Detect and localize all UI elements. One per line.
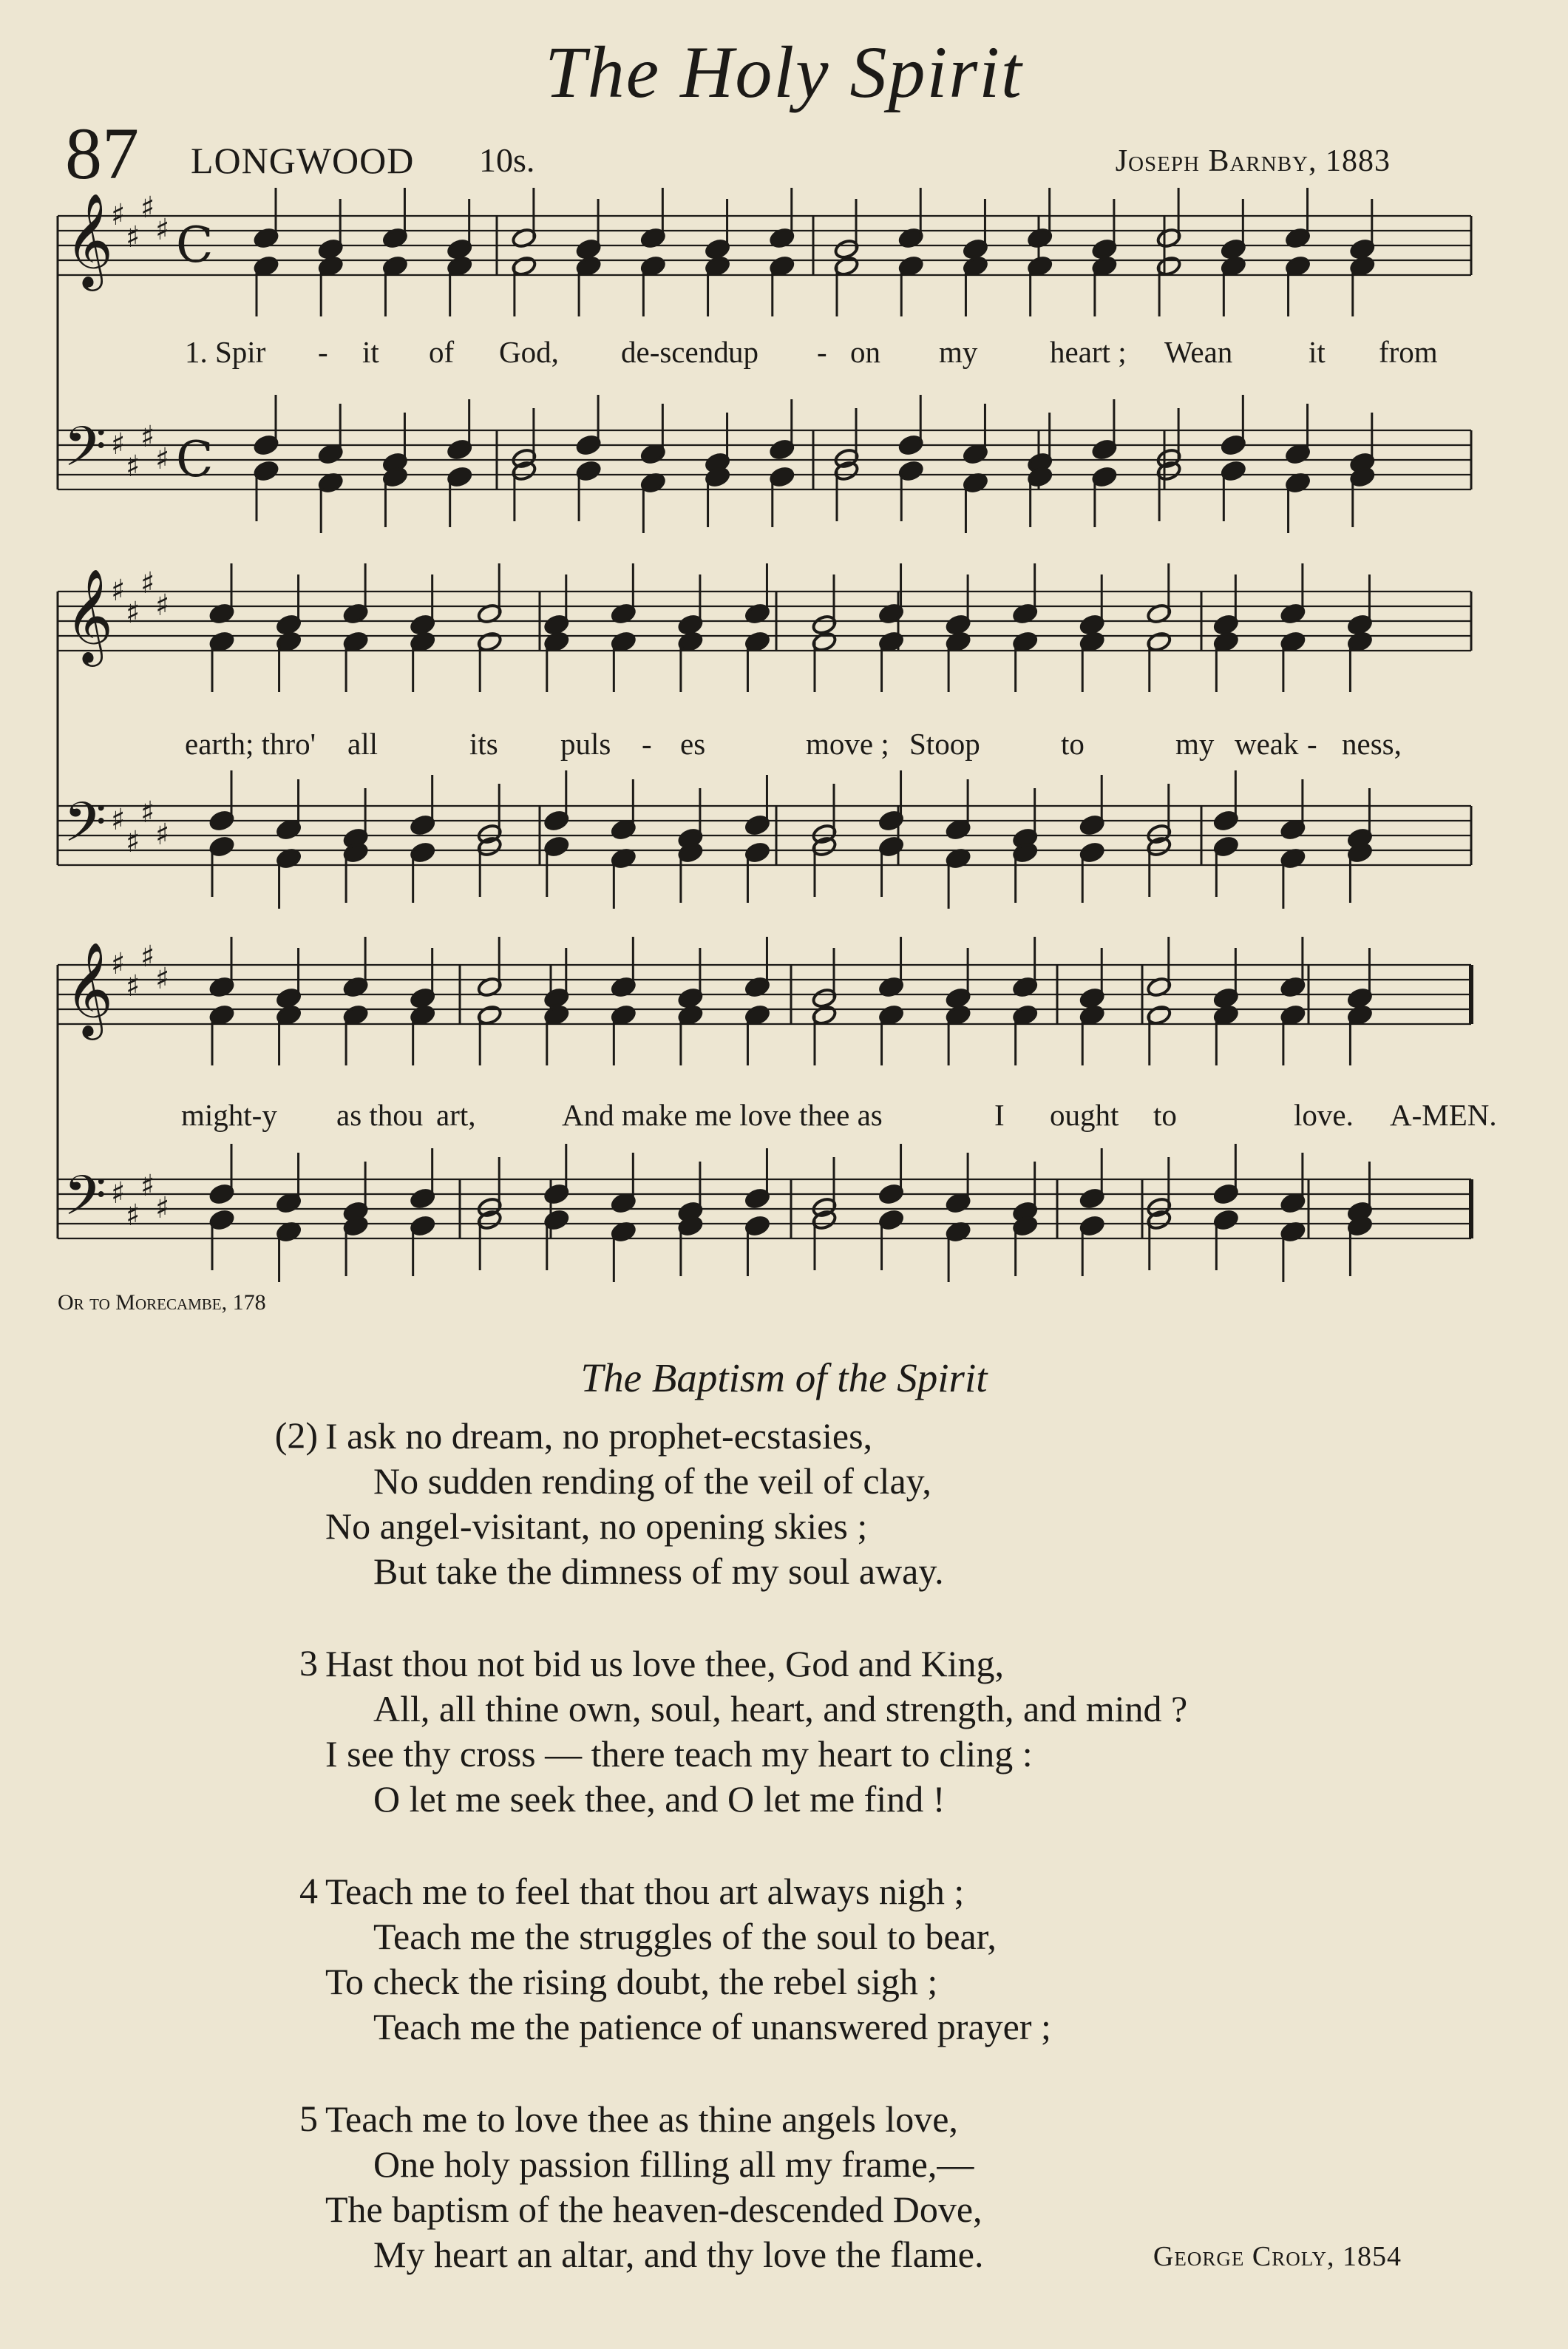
lyric-syllable: might-y [181,1098,277,1132]
verse-line: Teach me the struggles of the soul to bear, [373,1916,997,1957]
lyric-syllable: - [1307,727,1317,761]
lyric-syllable: - [642,727,652,761]
lyric-syllable: A-MEN. [1390,1098,1497,1132]
lyric-syllable: Stoop [909,727,980,761]
lyric-syllable: - [817,335,827,369]
sharp-sign: ♯ [126,596,140,630]
page-title: The Holy Spirit [545,31,1023,113]
lyric-syllable: ought [1050,1098,1119,1132]
lyric-syllable: Wean [1164,335,1233,369]
verse [251,1414,1187,1594]
lyric-syllable: it [1309,335,1326,369]
lyric-syllable: earth; thro' [185,727,316,761]
sharp-sign: ♯ [111,427,126,461]
lyric-syllable: - [318,335,328,369]
lyric-syllable: to [1153,1098,1177,1132]
verse-number: 4 [299,1870,318,1911]
verse-line: No angel-visitant, no opening skies ; [325,1505,868,1547]
lyric-syllable: from [1379,335,1438,369]
lyric-syllable: puls [560,727,611,761]
meter: 10s. [479,141,535,179]
lyric-syllable: my [1175,727,1215,761]
verse-line: Teach me the patience of unanswered prayer ; [373,2006,1051,2047]
lyric-syllable: its [469,727,498,761]
sharp-sign: ♯ [155,962,170,996]
lyric-syllable: as thou [336,1098,424,1132]
verse [251,1869,1187,2050]
lyric-syllable: of [429,335,455,369]
author: George Croly, 1854 [1153,2241,1402,2272]
verse-line: Hast thou not bid us love thee, God and King, [325,1643,1004,1684]
sharp-sign: ♯ [155,213,170,247]
treble-clef: 𝄞 [65,941,114,1036]
verse-line: Teach me to feel that thou art always nigh ; [325,1871,965,1912]
verse-line: O let me seek thee, and O let me find ! [373,1778,946,1820]
lyric-syllable: weak [1235,727,1299,761]
alternative-tune: Or to Morecambe, 178 [58,1290,266,1315]
verse-line: All, all thine own, soul, heart, and strength, and mind ? [373,1688,1188,1729]
verse-line: But take the dimness of my soul away. [373,1550,944,1592]
sharp-sign: ♯ [155,1191,170,1225]
lyric-syllable: God, [499,335,559,369]
tune-name: LONGWOOD [191,140,415,181]
sharp-sign: ♯ [111,198,126,232]
treble-clef: 𝄞 [65,568,114,662]
sharp-sign: ♯ [126,969,140,1003]
verse-line: I see thy cross — there teach my heart to cling : [325,1733,1033,1775]
bass-clef: 𝄢 [64,790,106,868]
verse [251,2097,1187,2277]
sharp-sign: ♯ [155,442,170,476]
lyric-syllable: move ; [806,727,889,761]
time-signature: C [176,217,214,274]
verse-line: No sudden rending of the veil of clay, [373,1460,931,1502]
treble-clef: 𝄞 [65,192,114,287]
bass-clef: 𝄢 [64,1164,106,1241]
sharp-sign: ♯ [111,947,126,981]
verse-line: To check the rising doubt, the rebel sigh ; [325,1961,938,2002]
lyric-syllable: ness, [1342,727,1402,761]
lyric-syllable: to [1061,727,1085,761]
lyric-syllable: And make me love thee as [562,1098,883,1132]
lyric-syllable: art, [436,1098,476,1132]
sharp-sign: ♯ [111,1176,126,1210]
sharp-sign: ♯ [140,940,155,974]
sharp-sign: ♯ [140,566,155,600]
sharp-sign: ♯ [126,450,140,484]
composer: Joseph Barnby, 1883 [1115,144,1391,178]
lyric-syllable: 1. Spir [185,335,266,369]
verse [251,1641,1187,1822]
lyric-syllable: es [680,727,706,761]
verse-line: The baptism of the heaven-descended Dove, [325,2189,982,2230]
verse-line: My heart an altar, and thy love the flame. [373,2234,984,2275]
sharp-sign: ♯ [111,803,126,837]
sharp-sign: ♯ [140,420,155,454]
sharp-sign: ♯ [126,825,140,859]
sharp-sign: ♯ [155,589,170,623]
verse-number: 3 [299,1642,318,1684]
hymn-number: 87 [65,112,139,194]
time-signature: C [176,431,214,488]
verse-number: 5 [299,2098,318,2139]
sharp-sign: ♯ [140,1169,155,1203]
verses [251,1414,1187,2325]
sharp-sign: ♯ [126,220,140,254]
hymn-subtitle: The Baptism of the Spirit [580,1355,988,1400]
sharp-sign: ♯ [140,796,155,830]
lyric-syllable: it [362,335,379,369]
lyric-syllable: de-scend [621,335,729,369]
sharp-sign: ♯ [111,574,126,608]
verse-number: (2) [274,1414,318,1456]
sharp-sign: ♯ [140,191,155,225]
lyric-syllable: love. [1294,1098,1354,1132]
lyric-syllable: on [850,335,880,369]
sharp-sign: ♯ [155,818,170,852]
verse-line: I ask no dream, no prophet-ecstasies, [325,1415,873,1457]
lyric-syllable: my [939,335,978,369]
lyric-syllable: heart ; [1050,335,1127,369]
bass-clef: 𝄢 [64,415,106,492]
lyric-syllable: I [994,1098,1005,1132]
verse-line: One holy passion filling all my frame,— [373,2143,974,2185]
verse-line: Teach me to love thee as thine angels love, [325,2098,958,2140]
lyric-syllable: all [347,727,378,761]
sharp-sign: ♯ [126,1199,140,1233]
lyric-syllable: up [728,335,758,369]
